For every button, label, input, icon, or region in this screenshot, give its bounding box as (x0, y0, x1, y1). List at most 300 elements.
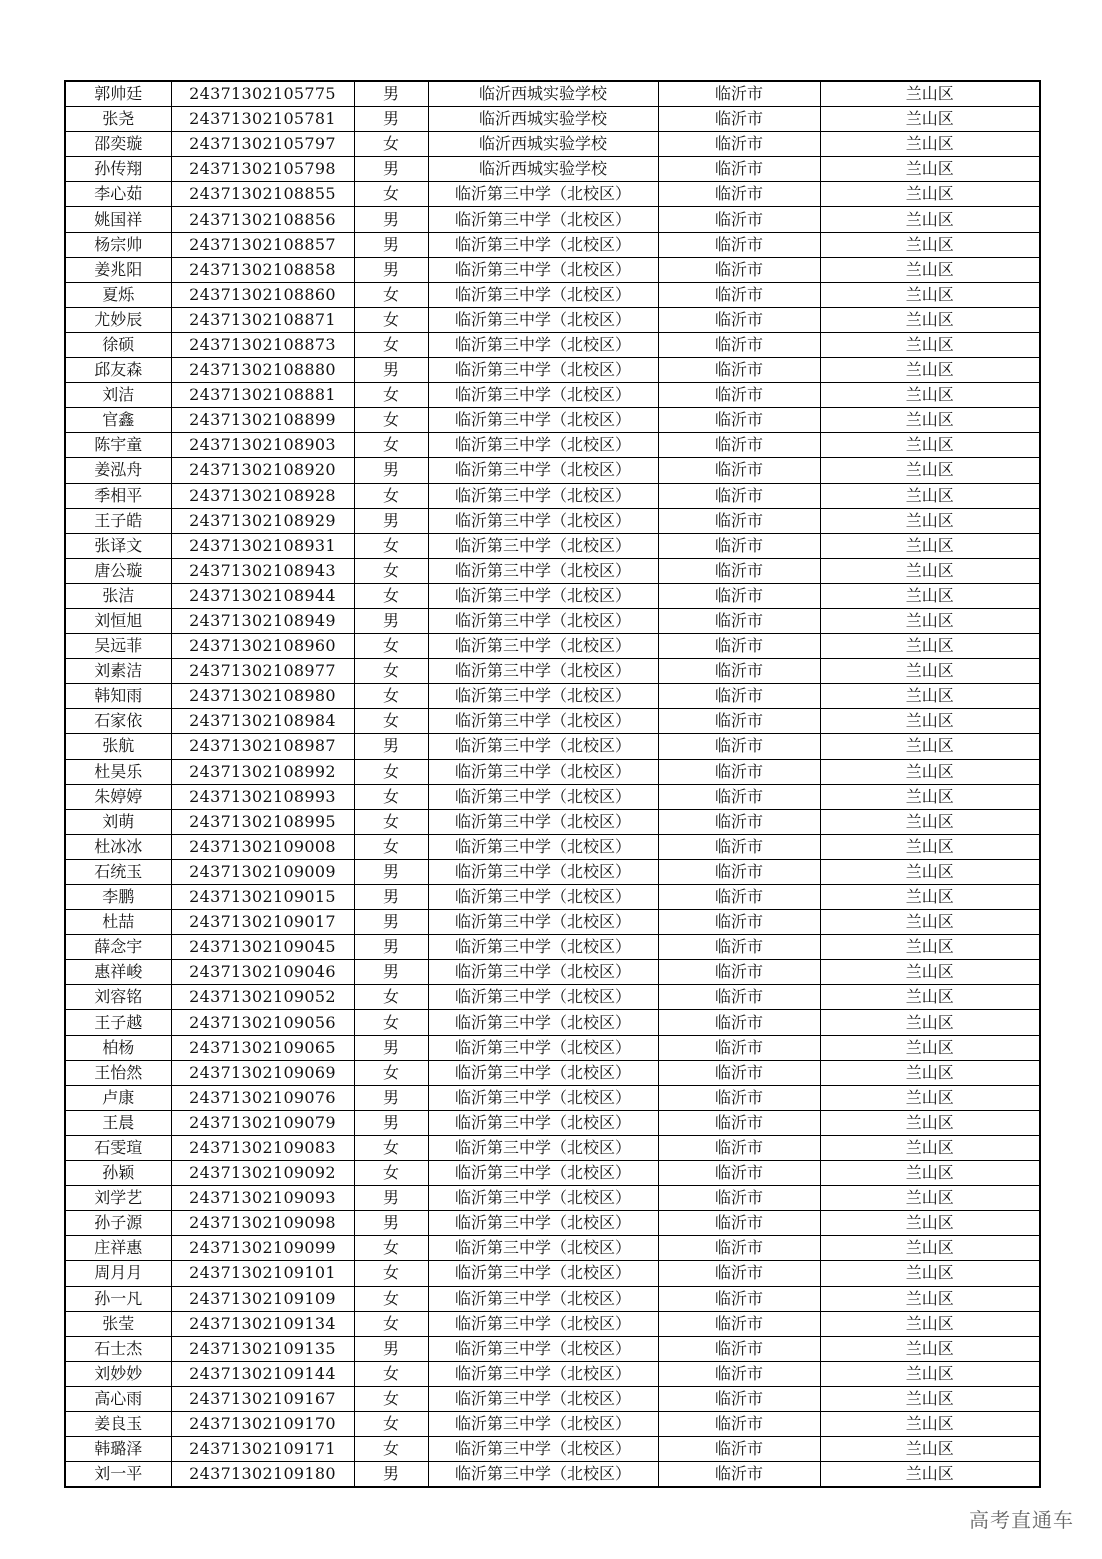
student-name-cell: 季相平 (65, 483, 171, 508)
district-cell: 兰山区 (820, 608, 1040, 633)
table-row (65, 734, 1040, 759)
district-cell: 兰山区 (820, 859, 1040, 884)
school-cell: 临沂第三中学（北校区） (428, 935, 658, 960)
table-row (65, 1186, 1040, 1211)
district-cell: 兰山区 (820, 1161, 1040, 1186)
exam-number-cell: 24371302108980 (171, 684, 354, 709)
student-name-cell: 庄祥惠 (65, 1236, 171, 1261)
table-row (65, 859, 1040, 884)
city-cell: 临沂市 (658, 558, 820, 583)
exam-number-cell: 24371302108977 (171, 659, 354, 684)
city-cell: 临沂市 (658, 1060, 820, 1085)
student-name-cell: 朱婷婷 (65, 784, 171, 809)
city-cell: 临沂市 (658, 383, 820, 408)
district-cell: 兰山区 (820, 935, 1040, 960)
school-cell: 临沂第三中学（北校区） (428, 960, 658, 985)
student-name-cell: 陈宇童 (65, 433, 171, 458)
district-cell: 兰山区 (820, 533, 1040, 558)
school-cell: 临沂第三中学（北校区） (428, 282, 658, 307)
watermark: 高考直通车 (969, 1508, 1074, 1532)
student-name-cell: 刘学艺 (65, 1186, 171, 1211)
school-cell: 临沂第三中学（北校区） (428, 1211, 658, 1236)
district-cell: 兰山区 (820, 1035, 1040, 1060)
school-cell: 临沂第三中学（北校区） (428, 257, 658, 282)
student-name-cell: 姜兆阳 (65, 257, 171, 282)
gender-cell: 女 (354, 383, 428, 408)
school-cell: 临沂第三中学（北校区） (428, 634, 658, 659)
student-name-cell: 杜昊乐 (65, 759, 171, 784)
table-row (65, 81, 1040, 107)
exam-number-cell: 24371302108929 (171, 508, 354, 533)
table-row (65, 508, 1040, 533)
district-cell: 兰山区 (820, 408, 1040, 433)
gender-cell: 女 (354, 433, 428, 458)
city-cell: 临沂市 (658, 1437, 820, 1462)
gender-cell: 女 (354, 684, 428, 709)
exam-number-cell: 24371302109017 (171, 910, 354, 935)
city-cell: 临沂市 (658, 759, 820, 784)
gender-cell: 男 (354, 1110, 428, 1135)
table-row (65, 809, 1040, 834)
student-name-cell: 姜良玉 (65, 1411, 171, 1436)
city-cell: 临沂市 (658, 910, 820, 935)
city-cell: 临沂市 (658, 885, 820, 910)
district-cell: 兰山区 (820, 809, 1040, 834)
gender-cell: 男 (354, 207, 428, 232)
city-cell: 临沂市 (658, 433, 820, 458)
city-cell: 临沂市 (658, 634, 820, 659)
school-cell: 临沂第三中学（北校区） (428, 859, 658, 884)
exam-number-cell: 24371302108899 (171, 408, 354, 433)
school-cell: 临沂第三中学（北校区） (428, 608, 658, 633)
district-cell: 兰山区 (820, 659, 1040, 684)
school-cell: 临沂第三中学（北校区） (428, 759, 658, 784)
student-name-cell: 张航 (65, 734, 171, 759)
student-name-cell: 杨宗帅 (65, 232, 171, 257)
city-cell: 临沂市 (658, 608, 820, 633)
exam-number-cell: 24371302109092 (171, 1161, 354, 1186)
gender-cell: 女 (354, 709, 428, 734)
city-cell: 临沂市 (658, 358, 820, 383)
exam-number-cell: 24371302108881 (171, 383, 354, 408)
school-cell: 临沂西城实验学校 (428, 132, 658, 157)
exam-number-cell: 24371302108903 (171, 433, 354, 458)
student-name-cell: 刘恒旭 (65, 608, 171, 633)
school-cell: 临沂第三中学（北校区） (428, 508, 658, 533)
city-cell: 临沂市 (658, 257, 820, 282)
city-cell: 临沂市 (658, 1261, 820, 1286)
school-cell: 临沂第三中学（北校区） (428, 1186, 658, 1211)
table-row (65, 107, 1040, 132)
table-row (65, 659, 1040, 684)
district-cell: 兰山区 (820, 1311, 1040, 1336)
gender-cell: 女 (354, 659, 428, 684)
student-name-cell: 刘萌 (65, 809, 171, 834)
table-row (65, 358, 1040, 383)
city-cell: 临沂市 (658, 935, 820, 960)
table-row (65, 257, 1040, 282)
exam-number-cell: 24371302108880 (171, 358, 354, 383)
gender-cell: 女 (354, 634, 428, 659)
student-name-cell: 唐公璇 (65, 558, 171, 583)
city-cell: 临沂市 (658, 1361, 820, 1386)
city-cell: 临沂市 (658, 1286, 820, 1311)
gender-cell: 男 (354, 458, 428, 483)
table-row (65, 1437, 1040, 1462)
exam-number-cell: 24371302109101 (171, 1261, 354, 1286)
table-row (65, 910, 1040, 935)
exam-number-cell: 24371302108995 (171, 809, 354, 834)
exam-number-cell: 24371302108860 (171, 282, 354, 307)
exam-number-cell: 24371302105781 (171, 107, 354, 132)
city-cell: 临沂市 (658, 232, 820, 257)
school-cell: 临沂第三中学（北校区） (428, 533, 658, 558)
school-cell: 临沂第三中学（北校区） (428, 1060, 658, 1085)
gender-cell: 女 (354, 1411, 428, 1436)
student-name-cell: 杜冰冰 (65, 834, 171, 859)
school-cell: 临沂第三中学（北校区） (428, 1236, 658, 1261)
district-cell: 兰山区 (820, 1236, 1040, 1261)
table-row (65, 960, 1040, 985)
district-cell: 兰山区 (820, 1437, 1040, 1462)
city-cell: 临沂市 (658, 1236, 820, 1261)
gender-cell: 女 (354, 483, 428, 508)
district-cell: 兰山区 (820, 257, 1040, 282)
district-cell: 兰山区 (820, 81, 1040, 107)
exam-number-cell: 24371302108943 (171, 558, 354, 583)
school-cell: 临沂第三中学（北校区） (428, 1361, 658, 1386)
school-cell: 临沂第三中学（北校区） (428, 583, 658, 608)
district-cell: 兰山区 (820, 634, 1040, 659)
city-cell: 临沂市 (658, 182, 820, 207)
student-name-cell: 石家依 (65, 709, 171, 734)
city-cell: 临沂市 (658, 1186, 820, 1211)
exam-number-cell: 24371302109076 (171, 1085, 354, 1110)
student-name-cell: 石士杰 (65, 1336, 171, 1361)
school-cell: 临沂第三中学（北校区） (428, 332, 658, 357)
city-cell: 临沂市 (658, 1462, 820, 1488)
school-cell: 临沂第三中学（北校区） (428, 307, 658, 332)
school-cell: 临沂第三中学（北校区） (428, 558, 658, 583)
district-cell: 兰山区 (820, 1211, 1040, 1236)
district-cell: 兰山区 (820, 433, 1040, 458)
exam-number-cell: 24371302108960 (171, 634, 354, 659)
district-cell: 兰山区 (820, 508, 1040, 533)
school-cell: 临沂第三中学（北校区） (428, 1311, 658, 1336)
district-cell: 兰山区 (820, 1186, 1040, 1211)
exam-number-cell: 24371302105798 (171, 157, 354, 182)
student-name-cell: 官鑫 (65, 408, 171, 433)
student-name-cell: 张译文 (65, 533, 171, 558)
student-name-cell: 邵奕璇 (65, 132, 171, 157)
gender-cell: 女 (354, 784, 428, 809)
district-cell: 兰山区 (820, 734, 1040, 759)
table-row (65, 332, 1040, 357)
city-cell: 临沂市 (658, 1211, 820, 1236)
district-cell: 兰山区 (820, 307, 1040, 332)
student-name-cell: 尤妙辰 (65, 307, 171, 332)
school-cell: 临沂西城实验学校 (428, 157, 658, 182)
city-cell: 临沂市 (658, 1161, 820, 1186)
school-cell: 临沂第三中学（北校区） (428, 809, 658, 834)
school-cell: 临沂第三中学（北校区） (428, 1462, 658, 1488)
table-row (65, 1462, 1040, 1488)
school-cell: 临沂第三中学（北校区） (428, 182, 658, 207)
exam-number-cell: 24371302109109 (171, 1286, 354, 1311)
school-cell: 临沂第三中学（北校区） (428, 433, 658, 458)
student-name-cell: 刘一平 (65, 1462, 171, 1488)
student-name-cell: 杜喆 (65, 910, 171, 935)
school-cell: 临沂第三中学（北校区） (428, 1386, 658, 1411)
exam-number-cell: 24371302109009 (171, 859, 354, 884)
exam-number-cell: 24371302109167 (171, 1386, 354, 1411)
student-name-cell: 王晨 (65, 1110, 171, 1135)
student-name-cell: 刘洁 (65, 383, 171, 408)
gender-cell: 女 (354, 558, 428, 583)
district-cell: 兰山区 (820, 1110, 1040, 1135)
district-cell: 兰山区 (820, 1386, 1040, 1411)
school-cell: 临沂第三中学（北校区） (428, 784, 658, 809)
exam-number-cell: 24371302109171 (171, 1437, 354, 1462)
table-row (65, 935, 1040, 960)
school-cell: 临沂第三中学（北校区） (428, 1085, 658, 1110)
city-cell: 临沂市 (658, 1085, 820, 1110)
city-cell: 临沂市 (658, 157, 820, 182)
exam-number-cell: 24371302108984 (171, 709, 354, 734)
student-name-cell: 王怡然 (65, 1060, 171, 1085)
city-cell: 临沂市 (658, 1336, 820, 1361)
city-cell: 临沂市 (658, 107, 820, 132)
district-cell: 兰山区 (820, 1462, 1040, 1488)
table-row (65, 232, 1040, 257)
table-row (65, 1010, 1040, 1035)
exam-number-cell: 24371302108858 (171, 257, 354, 282)
table-row (65, 533, 1040, 558)
exam-number-cell: 24371302108855 (171, 182, 354, 207)
city-cell: 临沂市 (658, 834, 820, 859)
district-cell: 兰山区 (820, 759, 1040, 784)
table-row (65, 1161, 1040, 1186)
city-cell: 临沂市 (658, 81, 820, 107)
gender-cell: 男 (354, 257, 428, 282)
table-row (65, 784, 1040, 809)
city-cell: 临沂市 (658, 483, 820, 508)
table-row (65, 408, 1040, 433)
gender-cell: 女 (354, 1437, 428, 1462)
table-row (65, 1035, 1040, 1060)
table-row (65, 634, 1040, 659)
school-cell: 临沂第三中学（北校区） (428, 483, 658, 508)
district-cell: 兰山区 (820, 383, 1040, 408)
student-name-cell: 姚国祥 (65, 207, 171, 232)
exam-number-cell: 24371302109045 (171, 935, 354, 960)
table-row (65, 1311, 1040, 1336)
school-cell: 临沂第三中学（北校区） (428, 1336, 658, 1361)
school-cell: 临沂第三中学（北校区） (428, 1161, 658, 1186)
district-cell: 兰山区 (820, 885, 1040, 910)
city-cell: 临沂市 (658, 282, 820, 307)
exam-number-cell: 24371302109180 (171, 1462, 354, 1488)
city-cell: 临沂市 (658, 1411, 820, 1436)
gender-cell: 男 (354, 508, 428, 533)
exam-number-cell: 24371302108944 (171, 583, 354, 608)
gender-cell: 女 (354, 1236, 428, 1261)
city-cell: 临沂市 (658, 508, 820, 533)
exam-number-cell: 24371302108920 (171, 458, 354, 483)
district-cell: 兰山区 (820, 458, 1040, 483)
student-name-cell: 石雯瑄 (65, 1135, 171, 1160)
district-cell: 兰山区 (820, 132, 1040, 157)
table-row (65, 1135, 1040, 1160)
city-cell: 临沂市 (658, 583, 820, 608)
student-name-cell: 刘容铭 (65, 985, 171, 1010)
city-cell: 临沂市 (658, 709, 820, 734)
district-cell: 兰山区 (820, 483, 1040, 508)
student-name-cell: 刘素洁 (65, 659, 171, 684)
gender-cell: 女 (354, 759, 428, 784)
city-cell: 临沂市 (658, 1010, 820, 1035)
gender-cell: 女 (354, 307, 428, 332)
table-row (65, 1261, 1040, 1286)
table-row (65, 1085, 1040, 1110)
district-cell: 兰山区 (820, 1411, 1040, 1436)
table-row (65, 483, 1040, 508)
district-cell: 兰山区 (820, 583, 1040, 608)
exam-number-cell: 24371302108873 (171, 332, 354, 357)
district-cell: 兰山区 (820, 1336, 1040, 1361)
table-row (65, 1411, 1040, 1436)
district-cell: 兰山区 (820, 332, 1040, 357)
city-cell: 临沂市 (658, 859, 820, 884)
gender-cell: 女 (354, 132, 428, 157)
school-cell: 临沂第三中学（北校区） (428, 1286, 658, 1311)
gender-cell: 男 (354, 358, 428, 383)
school-cell: 临沂第三中学（北校区） (428, 458, 658, 483)
gender-cell: 男 (354, 107, 428, 132)
exam-number-cell: 24371302109065 (171, 1035, 354, 1060)
district-cell: 兰山区 (820, 282, 1040, 307)
table-row (65, 1386, 1040, 1411)
school-cell: 临沂第三中学（北校区） (428, 1010, 658, 1035)
city-cell: 临沂市 (658, 1386, 820, 1411)
table-row (65, 307, 1040, 332)
city-cell: 临沂市 (658, 985, 820, 1010)
school-cell: 临沂第三中学（北校区） (428, 1035, 658, 1060)
exam-number-cell: 24371302108856 (171, 207, 354, 232)
table-row (65, 433, 1040, 458)
student-name-cell: 周月月 (65, 1261, 171, 1286)
student-name-cell: 孙子源 (65, 1211, 171, 1236)
exam-number-cell: 24371302105775 (171, 81, 354, 107)
school-cell: 临沂第三中学（北校区） (428, 207, 658, 232)
exam-number-cell: 24371302108987 (171, 734, 354, 759)
school-cell: 临沂第三中学（北校区） (428, 985, 658, 1010)
gender-cell: 女 (354, 1060, 428, 1085)
school-cell: 临沂第三中学（北校区） (428, 358, 658, 383)
school-cell: 临沂第三中学（北校区） (428, 1437, 658, 1462)
school-cell: 临沂第三中学（北校区） (428, 885, 658, 910)
city-cell: 临沂市 (658, 659, 820, 684)
school-cell: 临沂第三中学（北校区） (428, 408, 658, 433)
exam-number-cell: 24371302109069 (171, 1060, 354, 1085)
exam-number-cell: 24371302109046 (171, 960, 354, 985)
gender-cell: 男 (354, 734, 428, 759)
gender-cell: 男 (354, 1211, 428, 1236)
student-name-cell: 邱友森 (65, 358, 171, 383)
student-name-cell: 王子越 (65, 1010, 171, 1035)
city-cell: 临沂市 (658, 1110, 820, 1135)
district-cell: 兰山区 (820, 960, 1040, 985)
city-cell: 临沂市 (658, 1311, 820, 1336)
table-row (65, 709, 1040, 734)
gender-cell: 女 (354, 182, 428, 207)
district-cell: 兰山区 (820, 1085, 1040, 1110)
gender-cell: 女 (354, 332, 428, 357)
exam-number-cell: 24371302109099 (171, 1236, 354, 1261)
exam-number-cell: 24371302109052 (171, 985, 354, 1010)
table-row (65, 1236, 1040, 1261)
table-row (65, 1336, 1040, 1361)
table-row (65, 1361, 1040, 1386)
table-row (65, 684, 1040, 709)
exam-number-cell: 24371302109015 (171, 885, 354, 910)
city-cell: 临沂市 (658, 1135, 820, 1160)
student-name-cell: 李心茹 (65, 182, 171, 207)
school-cell: 临沂西城实验学校 (428, 81, 658, 107)
district-cell: 兰山区 (820, 207, 1040, 232)
student-name-cell: 张尧 (65, 107, 171, 132)
exam-number-cell: 24371302108857 (171, 232, 354, 257)
gender-cell: 女 (354, 1386, 428, 1411)
city-cell: 临沂市 (658, 784, 820, 809)
city-cell: 临沂市 (658, 458, 820, 483)
table-row (65, 157, 1040, 182)
district-cell: 兰山区 (820, 1286, 1040, 1311)
gender-cell: 女 (354, 1361, 428, 1386)
exam-number-cell: 24371302109008 (171, 834, 354, 859)
table-row (65, 759, 1040, 784)
student-name-cell: 孙传翔 (65, 157, 171, 182)
gender-cell: 男 (354, 910, 428, 935)
exam-number-cell: 24371302109083 (171, 1135, 354, 1160)
district-cell: 兰山区 (820, 1261, 1040, 1286)
student-name-cell: 孙颖 (65, 1161, 171, 1186)
school-cell: 临沂第三中学（北校区） (428, 684, 658, 709)
city-cell: 临沂市 (658, 533, 820, 558)
gender-cell: 男 (354, 81, 428, 107)
district-cell: 兰山区 (820, 709, 1040, 734)
city-cell: 临沂市 (658, 207, 820, 232)
district-cell: 兰山区 (820, 834, 1040, 859)
school-cell: 临沂第三中学（北校区） (428, 834, 658, 859)
student-name-cell: 郭帅廷 (65, 81, 171, 107)
exam-number-cell: 24371302109056 (171, 1010, 354, 1035)
student-name-cell: 夏烁 (65, 282, 171, 307)
exam-number-cell: 24371302108928 (171, 483, 354, 508)
student-name-cell: 王子皓 (65, 508, 171, 533)
student-name-cell: 徐硕 (65, 332, 171, 357)
roster-body (65, 81, 1040, 1487)
exam-number-cell: 24371302109079 (171, 1110, 354, 1135)
gender-cell: 男 (354, 885, 428, 910)
student-name-cell: 李鹏 (65, 885, 171, 910)
table-row (65, 1286, 1040, 1311)
student-name-cell: 刘妙妙 (65, 1361, 171, 1386)
district-cell: 兰山区 (820, 157, 1040, 182)
city-cell: 临沂市 (658, 332, 820, 357)
school-cell: 临沂第三中学（北校区） (428, 659, 658, 684)
gender-cell: 男 (354, 859, 428, 884)
